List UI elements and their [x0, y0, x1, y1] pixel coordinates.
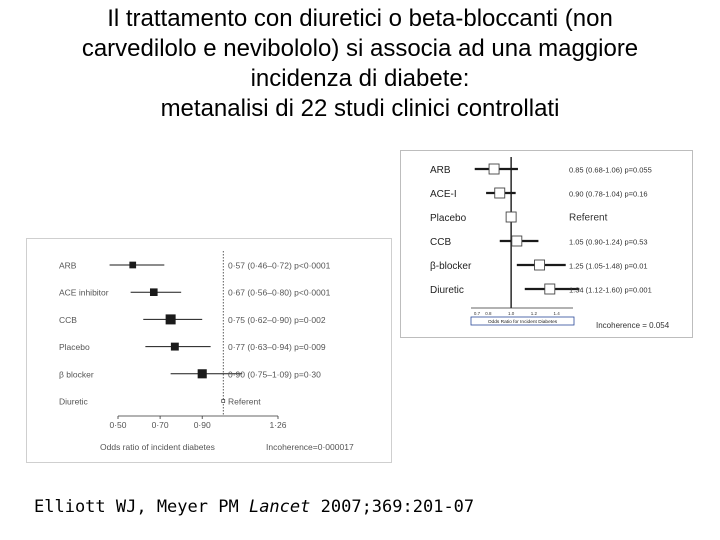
row-estimate-text: 0·57 (0·46–0·72) p<0·0001: [228, 260, 331, 271]
row-estimate-text: 0.90 (0.78-1.04) p=0.16: [569, 189, 648, 199]
row-estimate-text: 0.85 (0.68-1.06) p=0.055: [569, 165, 652, 175]
row-label: CCB: [59, 314, 77, 325]
forest-plot-network-meta-svg: [401, 151, 692, 337]
citation-authors: Elliott WJ, Meyer PM: [34, 497, 239, 517]
citation-ref: 2007;369:201-07: [320, 497, 475, 517]
title-line: incidenza di diabete:: [250, 65, 470, 92]
estimate-marker: [171, 343, 179, 351]
forest-plot-network-meta: [400, 150, 693, 338]
row-estimate-text: 1.25 (1.05-1.48) p=0.01: [569, 261, 648, 271]
row-label: ARB: [59, 260, 77, 271]
x-tick-label: 0·50: [109, 420, 127, 430]
x-axis-title: Odds Ratio for Incident Diabetes: [487, 320, 558, 325]
incoherence-note: Incoherence = 0.054: [596, 321, 670, 330]
row-estimate-text: 0·90 (0·75–1·09) p=0·30: [228, 369, 321, 380]
row-label: Placebo: [430, 213, 467, 224]
row-label: β blocker: [59, 369, 94, 380]
row-label: ARB: [430, 165, 451, 176]
row-label: β-blocker: [430, 261, 472, 272]
row-estimate-text: Referent: [569, 212, 608, 224]
estimate-marker: [198, 369, 207, 378]
estimate-marker: [512, 236, 522, 246]
row-label: ACE inhibitor: [59, 287, 109, 298]
estimate-marker: [129, 262, 136, 269]
x-tick-label: 0·90: [193, 420, 211, 430]
citation: [34, 497, 474, 517]
estimate-marker: [545, 284, 555, 294]
row-label: Diuretic: [430, 285, 464, 296]
title-line: metanalisi di 22 studi clinici controllati: [160, 95, 560, 122]
x-tick-label: 1.4: [553, 311, 560, 316]
estimate-marker: [150, 288, 158, 296]
row-label: CCB: [430, 237, 452, 248]
row-estimate-text: 1.34 (1.12-1.60) p=0.001: [569, 285, 652, 295]
title-line: Il trattamento con diuretici o beta-bloccanti (non: [107, 5, 613, 32]
row-estimate-text: 0·67 (0·56–0·80) p<0·0001: [228, 287, 331, 298]
x-tick-label: 0.7: [473, 311, 481, 316]
forest-plot-lancet: [26, 238, 392, 463]
x-tick-label: 0·70: [151, 420, 169, 430]
row-label: Diuretic: [59, 396, 88, 407]
row-label: ACE-I: [430, 189, 457, 200]
forest-plot-lancet-svg: [27, 239, 391, 462]
title-line: carvedilolo e nevibololo) si associa ad una maggiore: [81, 35, 639, 62]
estimate-marker: [506, 212, 516, 222]
x-tick-label: 1.2: [530, 311, 538, 316]
x-tick-label: 1·26: [269, 420, 287, 430]
row-estimate-text: Referent: [228, 396, 261, 407]
estimate-marker: [535, 260, 545, 270]
row-estimate-text: 0·75 (0·62–0·90) p=0·002: [228, 314, 326, 325]
row-label: Placebo: [59, 342, 90, 353]
row-estimate-text: 0·77 (0·63–0·94) p=0·009: [228, 342, 326, 353]
incoherence-note: Incoherence=0·000017: [266, 442, 354, 452]
x-axis-title: Odds ratio of incident diabetes: [100, 442, 215, 452]
row-estimate-text: 1.05 (0.90-1.24) p=0.53: [569, 237, 648, 247]
estimate-marker: [166, 314, 176, 324]
x-tick-label: 0.8: [485, 311, 492, 316]
estimate-marker: [495, 188, 505, 198]
slide-title: [0, 4, 720, 124]
x-tick-label: 1.0: [507, 311, 515, 316]
estimate-marker: [489, 164, 499, 174]
citation-journal: Lancet: [248, 497, 311, 517]
estimate-marker: [222, 400, 225, 403]
